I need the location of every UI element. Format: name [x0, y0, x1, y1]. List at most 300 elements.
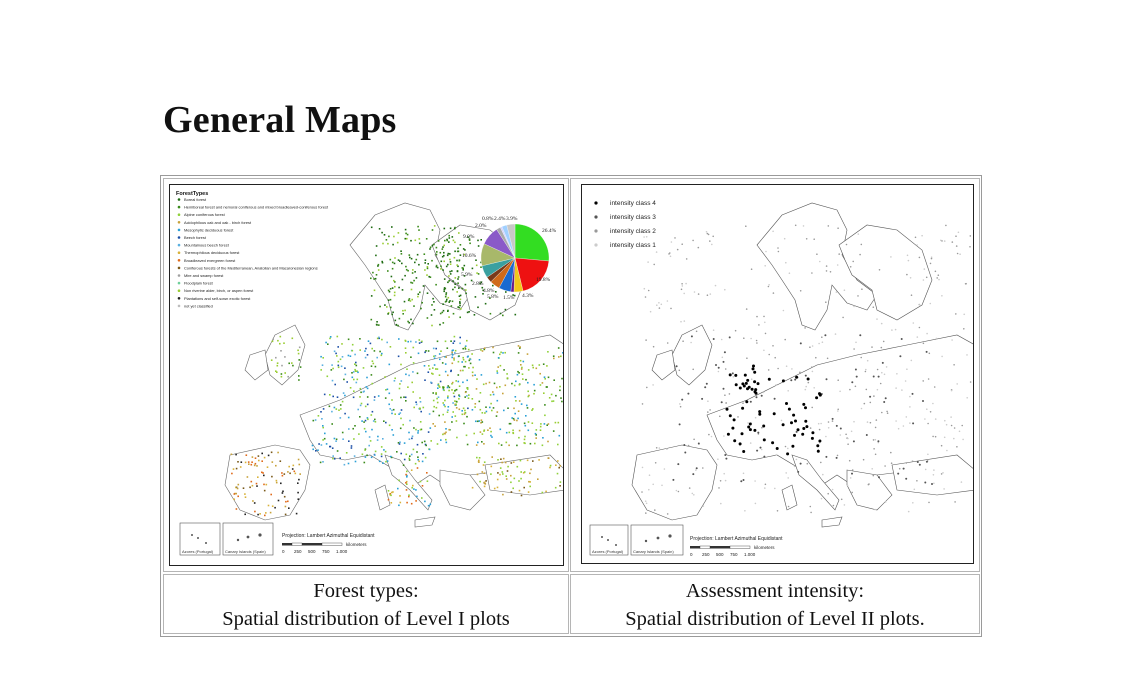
forest-plot-dot	[555, 422, 557, 424]
forest-plot-dot	[431, 373, 433, 375]
forest-plot-dot	[320, 462, 322, 464]
forest-plot-dot	[397, 325, 399, 327]
intensity-plot-dot	[930, 263, 932, 265]
forest-plot-dot	[408, 432, 410, 434]
forest-plot-dot	[285, 501, 287, 503]
forest-plot-dot	[327, 343, 329, 345]
intensity-plot-dot	[648, 290, 650, 292]
forest-plot-dot	[542, 445, 544, 447]
intensity-plot-dot	[800, 463, 802, 465]
forest-plot-dot	[344, 464, 346, 466]
forest-plot-dot	[352, 428, 354, 430]
forest-plot-dot	[448, 241, 450, 243]
forest-plot-dot	[559, 465, 561, 467]
forest-plot-dot	[392, 244, 394, 246]
forest-plot-dot	[233, 468, 235, 470]
forest-plot-dot	[387, 270, 389, 272]
intensity-plot-dot	[913, 322, 915, 324]
forest-plot-dot	[484, 429, 486, 431]
forest-plot-dot	[247, 476, 249, 478]
forest-plot-dot	[529, 473, 531, 475]
forest-plot-dot	[384, 304, 386, 306]
intensity-plot-dot	[928, 502, 930, 504]
forest-plot-dot	[497, 472, 499, 474]
forest-plot-dot	[248, 461, 250, 463]
intensity-plot-dot	[812, 371, 814, 373]
forest-plot-dot	[432, 245, 434, 247]
intensity-plot-dot	[826, 378, 828, 380]
forest-plot-dot	[484, 412, 486, 414]
intensity-plot-dot	[825, 456, 827, 458]
forest-plot-dot	[559, 485, 561, 487]
forest-plot-dot	[489, 382, 491, 384]
forest-plot-dot	[443, 245, 445, 247]
intensity-plot-dot	[698, 443, 700, 445]
intensity-plot-dot	[855, 369, 857, 371]
forest-plot-dot	[497, 366, 499, 368]
intensity-plot-dot	[840, 428, 842, 430]
forest-plot-dot	[437, 267, 439, 269]
forest-plot-dot	[406, 471, 408, 473]
forest-plot-dot	[443, 291, 445, 293]
pie-slice-label: 2.4%	[494, 216, 506, 222]
forest-plot-dot	[359, 416, 361, 418]
forest-plot-dot	[467, 444, 469, 446]
intensity-legend	[594, 200, 656, 249]
intensity-plot-dot	[680, 406, 682, 408]
forest-plot-dot	[405, 266, 407, 268]
forest-plot-dot	[391, 429, 393, 431]
left-caption-title: Forest types:	[313, 580, 419, 602]
forest-plot-dot	[456, 407, 458, 409]
forest-plot-dot	[440, 252, 442, 254]
forest-plot-dot	[443, 252, 445, 254]
forest-plot-dot	[431, 325, 433, 327]
forest-plot-dot	[348, 428, 350, 430]
forest-plot-dot	[478, 273, 480, 275]
intensity-plot-dot	[731, 427, 734, 430]
intensity-plot-dot	[828, 427, 830, 429]
forest-plot-dot	[447, 282, 449, 284]
forest-plot-dot	[252, 456, 254, 458]
intensity-plot-dot	[955, 235, 957, 237]
projection-label: Projection: Lambert Azimuthal Equidistant	[690, 536, 783, 542]
legend-item-label: Thermophilous deciduous forest	[184, 250, 240, 256]
intensity-plot-dot	[761, 395, 763, 397]
forest-plot-dot	[497, 479, 499, 481]
forest-plot-dot	[235, 493, 237, 495]
forest-plot-dot	[236, 508, 238, 510]
forest-plot-dot	[503, 369, 505, 371]
intensity-plot-dot	[811, 431, 814, 434]
forest-plot-dot	[398, 356, 400, 358]
forest-plot-dot	[503, 458, 505, 460]
forest-plot-dot	[323, 408, 325, 410]
forest-plot-dot	[371, 348, 373, 350]
intensity-plot-dot	[718, 371, 720, 373]
forest-plot-dot	[379, 228, 381, 230]
intensity-plot-dot	[718, 487, 720, 489]
intensity-plot-dot	[816, 253, 818, 255]
intensity-plot-dot	[873, 376, 875, 378]
forest-plot-dot	[476, 265, 478, 267]
intensity-plot-dot	[878, 376, 880, 378]
intensity-plot-dot	[796, 459, 798, 461]
intensity-plot-dot	[931, 256, 933, 258]
forest-plot-dot	[417, 444, 419, 446]
forest-plot-dot	[448, 275, 450, 277]
forest-plot-dot	[474, 374, 476, 376]
forest-plot-dot	[405, 400, 407, 402]
forest-plot-dot	[491, 466, 493, 468]
forest-plot-dot	[491, 436, 493, 438]
forest-plot-dot	[237, 496, 239, 498]
forest-plot-dot	[451, 270, 453, 272]
forest-plot-dot	[520, 364, 522, 366]
forest-plot-dot	[481, 419, 483, 421]
intensity-plot-dot	[794, 379, 796, 381]
forest-plot-dot	[348, 355, 350, 357]
forest-plot-dot	[409, 254, 411, 256]
intensity-plot-dot	[931, 258, 933, 260]
intensity-plot-dot	[919, 327, 921, 329]
intensity-plot-dot	[746, 387, 749, 390]
forest-plot-dot	[373, 420, 375, 422]
forest-plot-dot	[322, 427, 324, 429]
forest-plot-dot	[433, 348, 435, 350]
pie-slice-label: 0.8%	[482, 216, 494, 222]
intensity-plot-dot	[832, 418, 834, 420]
forest-plot-dot	[412, 436, 414, 438]
forest-plot-dot	[468, 311, 470, 313]
forest-plot-dot	[447, 395, 449, 397]
intensity-plot-dot	[875, 439, 877, 441]
forest-plot-dot	[438, 396, 440, 398]
intensity-plot-dot	[782, 379, 785, 382]
forest-plot-dot	[480, 266, 482, 268]
intensity-plot-dot	[786, 452, 789, 455]
forest-plot-dot	[331, 364, 333, 366]
forest-plot-dot	[410, 356, 412, 358]
intensity-plot-dot	[896, 373, 898, 375]
forest-plot-dot	[544, 423, 546, 425]
intensity-plot-dot	[926, 408, 928, 410]
intensity-plot-dot	[916, 244, 918, 246]
forest-plot-dot	[298, 459, 300, 461]
intensity-plot-dot	[819, 429, 821, 431]
forest-plot-dot	[400, 250, 402, 252]
forest-plot-dot	[372, 272, 374, 274]
intensity-plot-dot	[755, 503, 757, 505]
intensity-plot-dot	[725, 458, 727, 460]
intensity-plot-dot	[926, 333, 928, 335]
forest-plot-dot	[455, 415, 457, 417]
forest-plot-dot	[515, 381, 517, 383]
intensity-plot-dot	[768, 369, 770, 371]
intensity-plot-dot	[645, 339, 647, 341]
intensity-plot-dot	[729, 393, 731, 395]
forest-plot-dot	[400, 397, 402, 399]
forest-plot-dot	[530, 469, 532, 471]
forest-plot-dot	[334, 351, 336, 353]
forest-plot-dot	[448, 297, 450, 299]
forest-plot-dot	[392, 262, 394, 264]
forest-plot-dot	[514, 419, 516, 421]
intensity-plot-dot	[774, 488, 776, 490]
intensity-plot-dot	[881, 347, 883, 349]
intensity-plot-dot	[835, 333, 837, 335]
intensity-plot-dot	[805, 386, 807, 388]
forest-plot-dot	[258, 460, 260, 462]
forest-plot-dot	[268, 505, 270, 507]
forest-plot-dot	[464, 413, 466, 415]
forest-plot-dot	[394, 286, 396, 288]
forest-plot-dot	[557, 473, 559, 475]
intensity-plot-dot	[833, 505, 835, 507]
forest-plot-dot	[421, 442, 423, 444]
forest-plot-dot	[454, 396, 456, 398]
intensity-plot-dot	[838, 253, 840, 255]
intensity-plot-dot	[708, 234, 710, 236]
forest-plot-dot	[377, 338, 379, 340]
intensity-plot-dot	[764, 265, 766, 267]
forest-plot-dot	[517, 418, 519, 420]
intensity-plot-dot	[661, 304, 663, 306]
forest-plot-dot	[483, 464, 485, 466]
forest-plot-dot	[424, 352, 426, 354]
intensity-plot-dot	[826, 270, 828, 272]
intensity-plot-dot	[956, 446, 958, 448]
scale-tick-1: 250	[702, 552, 710, 557]
intensity-plot-dot	[797, 471, 799, 473]
forest-plot-dot	[437, 402, 439, 404]
intensity-plot-dot	[794, 420, 797, 423]
forest-plot-dot	[427, 480, 429, 482]
intensity-plot-dot	[667, 342, 669, 344]
intensity-plot-dot	[922, 400, 924, 402]
canary-label: Canary Islands (Spain)	[633, 549, 674, 554]
forest-plot-dot	[452, 301, 454, 303]
intensity-plot-dot	[646, 236, 648, 238]
forest-plot-dot	[406, 476, 408, 478]
forest-plot-dot	[521, 495, 523, 497]
forest-plot-dot	[288, 466, 290, 468]
forest-plot-dot	[431, 260, 433, 262]
forest-plot-dot	[516, 420, 518, 422]
intensity-plot-dot	[656, 447, 658, 449]
forest-plot-dot	[459, 337, 461, 339]
forest-plot-dot	[352, 350, 354, 352]
forest-plot-dot	[418, 229, 420, 231]
forest-plot-dot	[388, 499, 390, 501]
forest-plot-dot	[443, 310, 445, 312]
intensity-plot-dot	[692, 493, 694, 495]
intensity-plot-dot	[692, 369, 694, 371]
forest-plot-dot	[340, 404, 342, 406]
forest-plot-dot	[476, 457, 478, 459]
forest-plot-dot	[379, 306, 381, 308]
intensity-plot-dot	[691, 335, 693, 337]
forest-plot-dot	[472, 487, 474, 489]
forest-plot-dot	[470, 363, 472, 365]
forest-plot-dot	[419, 407, 421, 409]
legend-item-label: Acidophilous oak and oak - birch forest	[184, 219, 252, 225]
forest-plot-dot	[376, 324, 378, 326]
intensity-plot-dot	[800, 342, 802, 344]
forest-plot-dot	[419, 342, 421, 344]
intensity-plot-dot	[911, 360, 913, 362]
forest-plot-dot	[548, 457, 550, 459]
intensity-plot-dot	[880, 383, 882, 385]
forest-plot-dot	[312, 445, 314, 447]
forest-plot-dot	[454, 228, 456, 230]
intensity-plot-dot	[655, 462, 657, 464]
pie-slice-label: 10.6%	[462, 253, 477, 259]
intensity-plot-dot	[672, 479, 674, 481]
intensity-plot-dot	[763, 438, 766, 441]
intensity-plot-dot	[764, 322, 766, 324]
intensity-plot-dot	[885, 397, 887, 399]
forest-plot-dot	[405, 340, 407, 342]
intensity-plot-dot	[679, 403, 681, 405]
forest-plot-dot	[322, 425, 324, 427]
forest-plot-dot	[387, 389, 389, 391]
intensity-plot-dot	[865, 371, 867, 373]
forest-plot-dot	[370, 343, 372, 345]
forest-plot-dot	[283, 342, 285, 344]
forest-plot-dot	[426, 472, 428, 474]
forest-plot-dot	[437, 443, 439, 445]
forest-plot-dot	[423, 407, 425, 409]
forest-plot-dot	[280, 483, 282, 485]
forest-plot-dot	[465, 345, 467, 347]
forest-plot-dot	[297, 492, 299, 494]
intensity-plot-dot	[953, 438, 955, 440]
forest-plot-dot	[544, 376, 546, 378]
intensity-plot-dot	[763, 392, 765, 394]
intensity-plot-dot	[962, 439, 964, 441]
intensity-plot-dot	[717, 458, 719, 460]
intensity-plot-dot	[724, 351, 726, 353]
forest-plot-dot	[430, 427, 432, 429]
forest-plot-dot	[389, 393, 391, 395]
forest-plot-dot	[390, 259, 392, 261]
forest-plot-dot	[489, 427, 491, 429]
intensity-plot-dot	[926, 277, 928, 279]
intensity-plot-dot	[764, 487, 766, 489]
forest-plot-dot	[467, 388, 469, 390]
forest-plot-dot	[322, 364, 324, 366]
forest-plot-dot	[318, 415, 320, 417]
forest-plot-dot	[429, 248, 431, 250]
legend-swatch	[178, 274, 181, 277]
forest-plot-dot	[359, 396, 361, 398]
pie-slice-label: 1.5%	[503, 295, 515, 301]
intensity-plot-dot	[722, 357, 724, 359]
forest-plot-dot	[294, 471, 296, 473]
intensity-plot-dot	[820, 423, 822, 425]
forest-plot-dot	[475, 403, 477, 405]
intensity-plot-dot	[837, 455, 839, 457]
forest-plot-dot	[445, 296, 447, 298]
legend-item-label: Boreal forest	[184, 197, 207, 202]
intensity-plot-dot	[751, 388, 754, 391]
intensity-plot-dot	[712, 236, 714, 238]
forest-plot-dot	[367, 404, 369, 406]
intensity-plot-dot	[755, 392, 758, 395]
forest-plot-dot	[288, 363, 290, 365]
forest-plot-dot	[445, 341, 447, 343]
pie-slice-label: 5.9%	[461, 272, 473, 278]
forest-plot-dot	[231, 473, 233, 475]
forest-plot-dot	[540, 384, 542, 386]
intensity-plot-dot	[793, 434, 796, 437]
forest-plot-dot	[524, 436, 526, 438]
intensity-plot-dot	[818, 392, 821, 395]
forest-plot-dot	[528, 491, 530, 493]
forest-plot-dot	[390, 456, 392, 458]
forest-plot-dot	[447, 310, 449, 312]
forest-plot-dot	[415, 429, 417, 431]
forest-plot-dot	[390, 495, 392, 497]
intensity-plot-dot	[670, 256, 672, 258]
forest-plot-dot	[371, 383, 373, 385]
forest-plot-dot	[487, 429, 489, 431]
forest-plot-dot	[451, 352, 453, 354]
forest-plot-dot	[365, 348, 367, 350]
intensity-plot-dot	[734, 374, 737, 377]
forest-plot-dot	[538, 459, 540, 461]
intensity-plot-dot	[718, 367, 720, 369]
forest-plot-dot	[266, 484, 268, 486]
forest-plot-dot	[490, 394, 492, 396]
forest-plot-dot	[256, 485, 258, 487]
intensity-plot-dot	[927, 454, 929, 456]
intensity-plot-dot	[804, 406, 807, 409]
forest-plot-dot	[412, 272, 414, 274]
intensity-plot-dot	[903, 468, 905, 470]
forest-plot-dot	[255, 457, 257, 459]
forest-plot-dot	[334, 407, 336, 409]
forest-plot-dot	[416, 451, 418, 453]
forest-plot-dot	[457, 271, 459, 273]
forest-plot-dot	[281, 472, 283, 474]
forest-plot-dot	[340, 417, 342, 419]
forest-plot-dot	[440, 350, 442, 352]
forest-plot-dot	[522, 378, 524, 380]
forest-plot-dot	[543, 392, 545, 394]
intensity-plot-dot	[795, 376, 798, 379]
forest-plot-dot	[544, 415, 546, 417]
forest-plot-dot	[544, 378, 546, 380]
intensity-plot-dot	[910, 277, 912, 279]
intensity-plot-dot	[859, 334, 861, 336]
forest-plot-dot	[386, 239, 388, 241]
intensity-plot-dot	[906, 274, 908, 276]
forest-plot-dot	[400, 364, 402, 366]
intensity-plot-dot	[818, 440, 821, 443]
forest-plot-dot	[434, 364, 436, 366]
intensity-plot-dot	[883, 341, 885, 343]
intensity-plot-dot	[753, 429, 756, 432]
forest-plot-dot	[499, 474, 501, 476]
forest-plot-dot	[442, 246, 444, 248]
forest-plot-dot	[444, 278, 446, 280]
intensity-plot-dot	[768, 378, 771, 381]
pie-slice-label: 26.4%	[542, 228, 557, 234]
forest-plot-dot	[449, 253, 451, 255]
forest-plot-dot	[350, 355, 352, 357]
